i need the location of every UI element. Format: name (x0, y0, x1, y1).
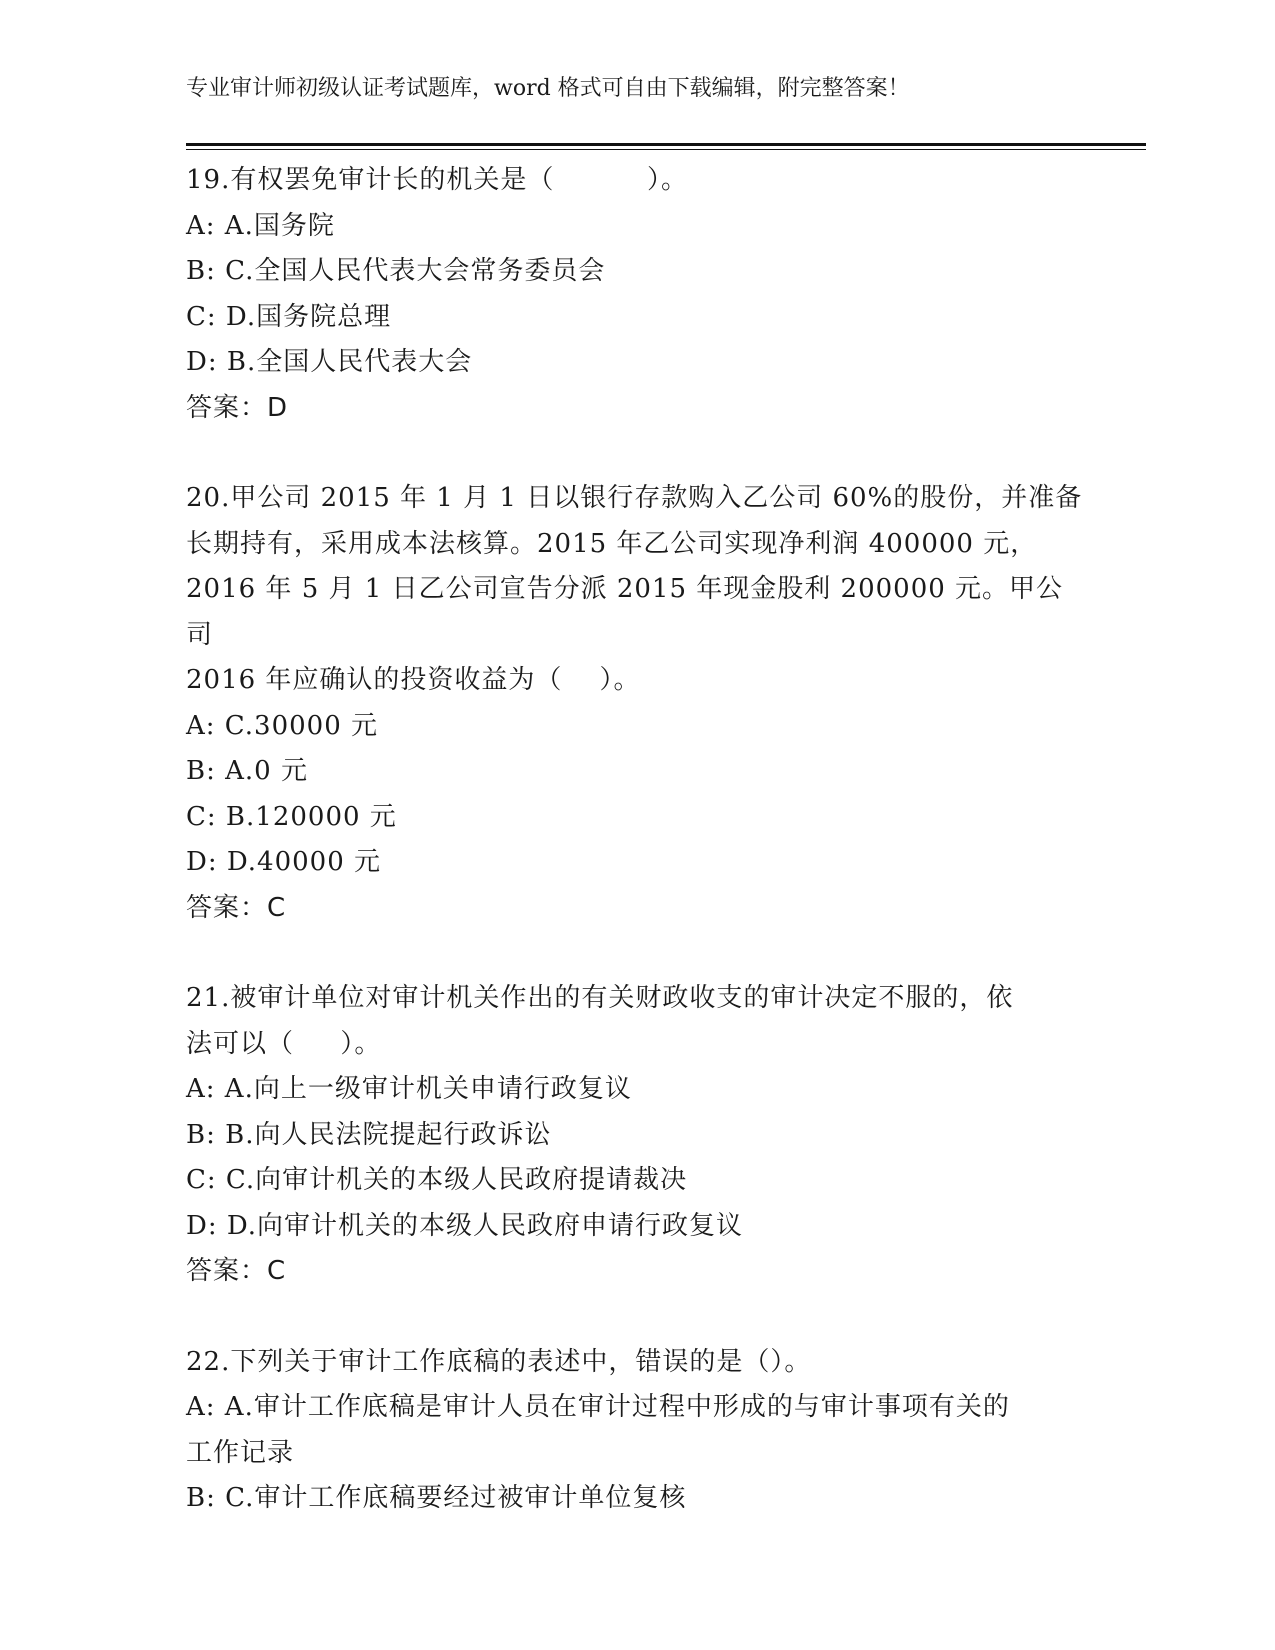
option-b: B: B.向人民法院提起行政诉讼 (186, 1119, 552, 1150)
option-b: B: C.全国人民代表大会常务委员会 (186, 256, 606, 286)
option-c: C: C.向审计机关的本级人民政府提请裁决 (186, 1165, 688, 1195)
option-a: A: A.国务院 (186, 210, 335, 241)
option-a-continued: 工作记录 (186, 1437, 295, 1468)
header-rule-thin (186, 149, 1146, 150)
option-a: A: A.向上一级审计机关申请行政复议 (186, 1074, 632, 1104)
question-stem-line: 2016 年 5 月 1 日乙公司宣告分派 2015 年现金股利 200000 元。甲公司 (186, 574, 1064, 650)
header-rule-thick (186, 143, 1146, 146)
option-b: B: A.0 元 (186, 756, 308, 786)
answer-text: 答案：C (186, 1256, 287, 1286)
page-header: 专业审计师初级认证考试题库，word 格式可自由下载编辑，附完整答案！ (186, 76, 910, 101)
option-b: B: C.审计工作底稿要经过被审计单位复核 (186, 1483, 687, 1513)
question-stem-line: 法可以（ ）。 (186, 1028, 382, 1059)
answer-text: 答案：D (186, 392, 289, 423)
answer-text: 答案：C (186, 892, 287, 923)
question-stem: 22.下列关于审计工作底稿的表述中，错误的是（）。 (186, 1346, 812, 1377)
option-c: C: D.国务院总理 (186, 301, 392, 332)
question-20 (186, 476, 1086, 931)
question-stem-line: 20.甲公司 2015 年 1 月 1 日以银行存款购入乙公司 60%的股份，并准备 (186, 483, 1083, 513)
question-19 (186, 158, 1086, 431)
option-c: C: B.120000 元 (186, 801, 397, 832)
option-a: A: C.30000 元 (186, 710, 379, 741)
question-21 (186, 976, 1086, 1295)
question-stem-line: 21.被审计单位对审计机关作出的有关财政收支的审计决定不服的，依 (186, 983, 1014, 1013)
option-d: D: B.全国人民代表大会 (186, 347, 473, 377)
question-stem-line: 2016 年应确认的投资收益为（ ）。 (186, 665, 641, 695)
question-stem-line: 长期持有，采用成本法核算。2015 年乙公司实现净利润 400000 元， (186, 528, 1038, 559)
option-a: A: A.审计工作底稿是审计人员在审计过程中形成的与审计事项有关的 (186, 1392, 1010, 1422)
question-22 (186, 1340, 1086, 1522)
option-d: D: D.40000 元 (186, 847, 382, 877)
option-d: D: D.向审计机关的本级人民政府申请行政复议 (186, 1210, 744, 1241)
question-list (186, 158, 1086, 1522)
question-stem: 19.有权罢免审计长的机关是（ ）。 (186, 165, 688, 195)
